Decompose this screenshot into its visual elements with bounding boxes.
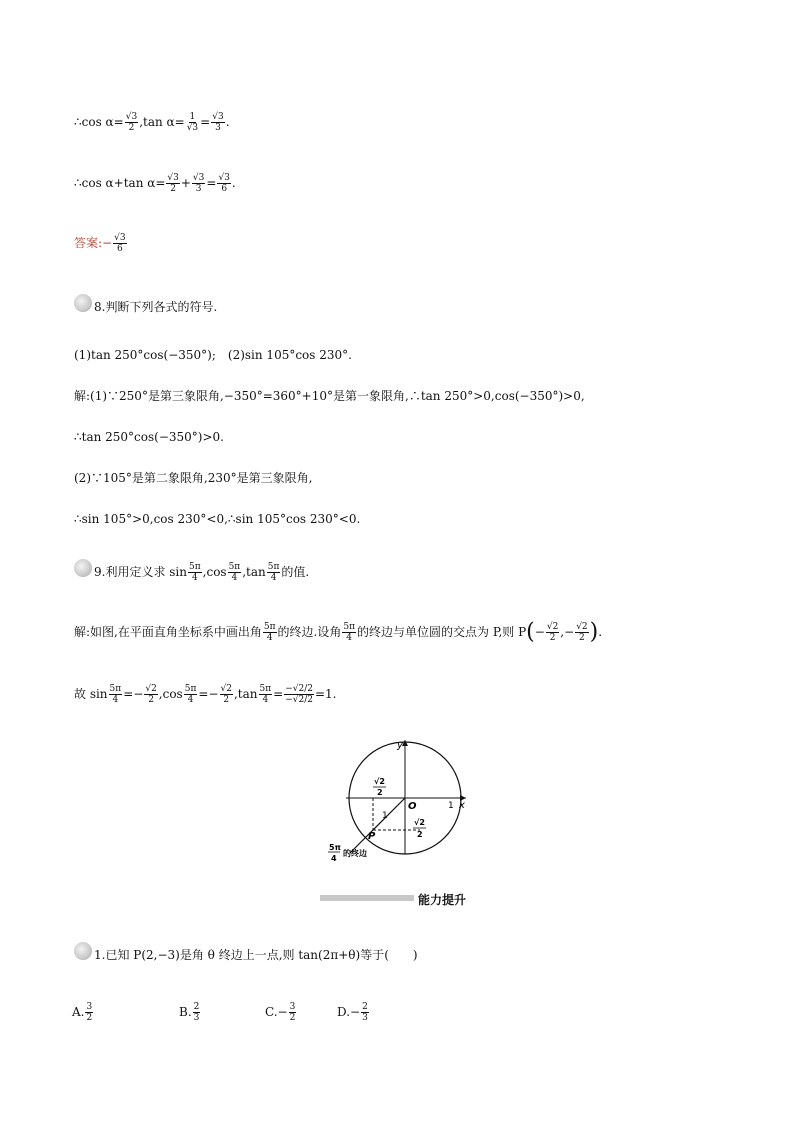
question-bullet-icon (74, 559, 92, 577)
question-9-title: 9.利用定义求 sin $\frac{5\pi}{4}$ ,cos $\frac{5\pi}{4}$ ,tan $\frac{5\pi}{4}$ 的值. (94, 562, 310, 583)
fraction: $\frac{1}{√3}$ (186, 112, 199, 133)
question-9-result: 故 sin $\frac{5\pi}{4}$ =− $\frac{√2}{2}$ ,cos $\frac{5\pi}{4}$ =− $\frac{√2}{2}$ ,tan $\frac{5\pi}{4}$ = $\frac{-√2/2}{-√2/2}$ =1. (74, 684, 337, 705)
angle-den: 4 (331, 854, 337, 863)
question-9-solution-1: 解:如图,在平面直角坐标系中画出角 $\frac{5\pi}{4}$ 的终边.设角 $\frac{5\pi}{4}$ 的终边与单位圆的交点为 P,则 P(− $\frac{√2}{2}$ ,− $\frac{√2}{2}$ ). (74, 619, 603, 645)
fraction: $\frac{√3}{3}$ (192, 173, 205, 194)
section-title: 能力提升 (418, 893, 467, 907)
fraction: $\frac{5\pi}{4}$ (263, 622, 276, 643)
option-b[interactable]: B. $\frac{2}{3}$ (179, 1002, 200, 1023)
fraction: $\frac{√2}{2}$ (546, 622, 559, 643)
frac-num: √2 (374, 777, 385, 786)
answer-line: 答案:− $\frac{√3}{6}$ (74, 233, 126, 254)
nested-fraction: $\frac{-√2/2}{-√2/2}$ (285, 684, 313, 705)
question-bullet-icon (74, 942, 92, 960)
fraction: $\frac{√3}{2}$ (167, 173, 179, 194)
question-8-title: 8.判断下列各式的符号. (94, 300, 218, 314)
fraction: $\frac{5\pi}{4}$ (267, 562, 280, 583)
question-8-solution-1: 解:(1)∵250°是第三象限角,−350°=360°+10°是第一象限角,∴tan 250°>0,cos(−350°)>0, (74, 389, 585, 403)
fraction: $\frac{5\pi}{4}$ (109, 684, 122, 705)
frac-den: 2 (377, 788, 383, 797)
solution-line-cos-tan: ∴cos α= $\frac{√3}{2}$ ,tan α= $\frac{1}{√3}$ = $\frac{√3}{3}$ . (74, 112, 230, 133)
angle-suffix: 的终边 (343, 849, 367, 858)
origin-label: O (408, 801, 417, 812)
unit-x-label: 1 (448, 801, 454, 811)
unit-circle-figure (320, 736, 480, 866)
question-1-title: 1.已知 P(2,−3)是角 θ 终边上一点,则 tan(2π+θ)等于( ) (94, 948, 418, 962)
question-8-solution-2: ∴tan 250°cos(−350°)>0. (74, 430, 224, 444)
fraction: $\frac{√3}{2}$ (125, 112, 138, 133)
section-divider (320, 895, 414, 901)
fraction: $\frac{√2}{2}$ (145, 684, 157, 705)
solution-line-sum: ∴cos α+tan α= $\frac{√3}{2}$ + $\frac{√3}{3}$ = $\frac{√3}{6}$ . (74, 173, 236, 194)
fraction: $\frac{5\pi}{4}$ (189, 562, 201, 583)
point-p-label: P (368, 831, 376, 842)
fraction: $\frac{√3}{3}$ (212, 112, 224, 133)
frac-num: √2 (414, 818, 425, 827)
option-c[interactable]: C.− $\frac{3}{2}$ (265, 1002, 296, 1023)
angle-num: 5π (329, 843, 341, 852)
option-a[interactable]: A. $\frac{3}{2}$ (72, 1002, 93, 1023)
question-8-solution-3: (2)∵105°是第二象限角,230°是第三象限角, (74, 471, 313, 485)
fraction: $\frac{√3}{6}$ (114, 233, 126, 254)
y-axis-label: y (397, 740, 403, 751)
question-bullet-icon (74, 294, 92, 312)
fraction: $\frac{5\pi}{4}$ (259, 684, 272, 705)
fraction: $\frac{5\pi}{4}$ (228, 562, 241, 583)
radius-label: 1 (382, 811, 388, 821)
fraction: $\frac{√2}{2}$ (220, 684, 232, 705)
x-axis-label: x (459, 800, 465, 811)
question-8-parts: (1)tan 250°cos(−350°); (2)sin 105°cos 230°. (74, 348, 352, 362)
fraction: $\frac{√3}{6}$ (218, 173, 230, 194)
fraction: $\frac{√2}{2}$ (576, 622, 588, 643)
fraction: $\frac{5\pi}{4}$ (343, 622, 355, 643)
question-8-solution-4: ∴sin 105°>0,cos 230°<0,∴sin 105°cos 230°<0. (74, 512, 361, 526)
option-d[interactable]: D.− $\frac{2}{3}$ (337, 1002, 368, 1023)
frac-den: 2 (417, 830, 423, 839)
terminal-side (350, 798, 405, 853)
fraction: $\frac{5\pi}{4}$ (184, 684, 197, 705)
